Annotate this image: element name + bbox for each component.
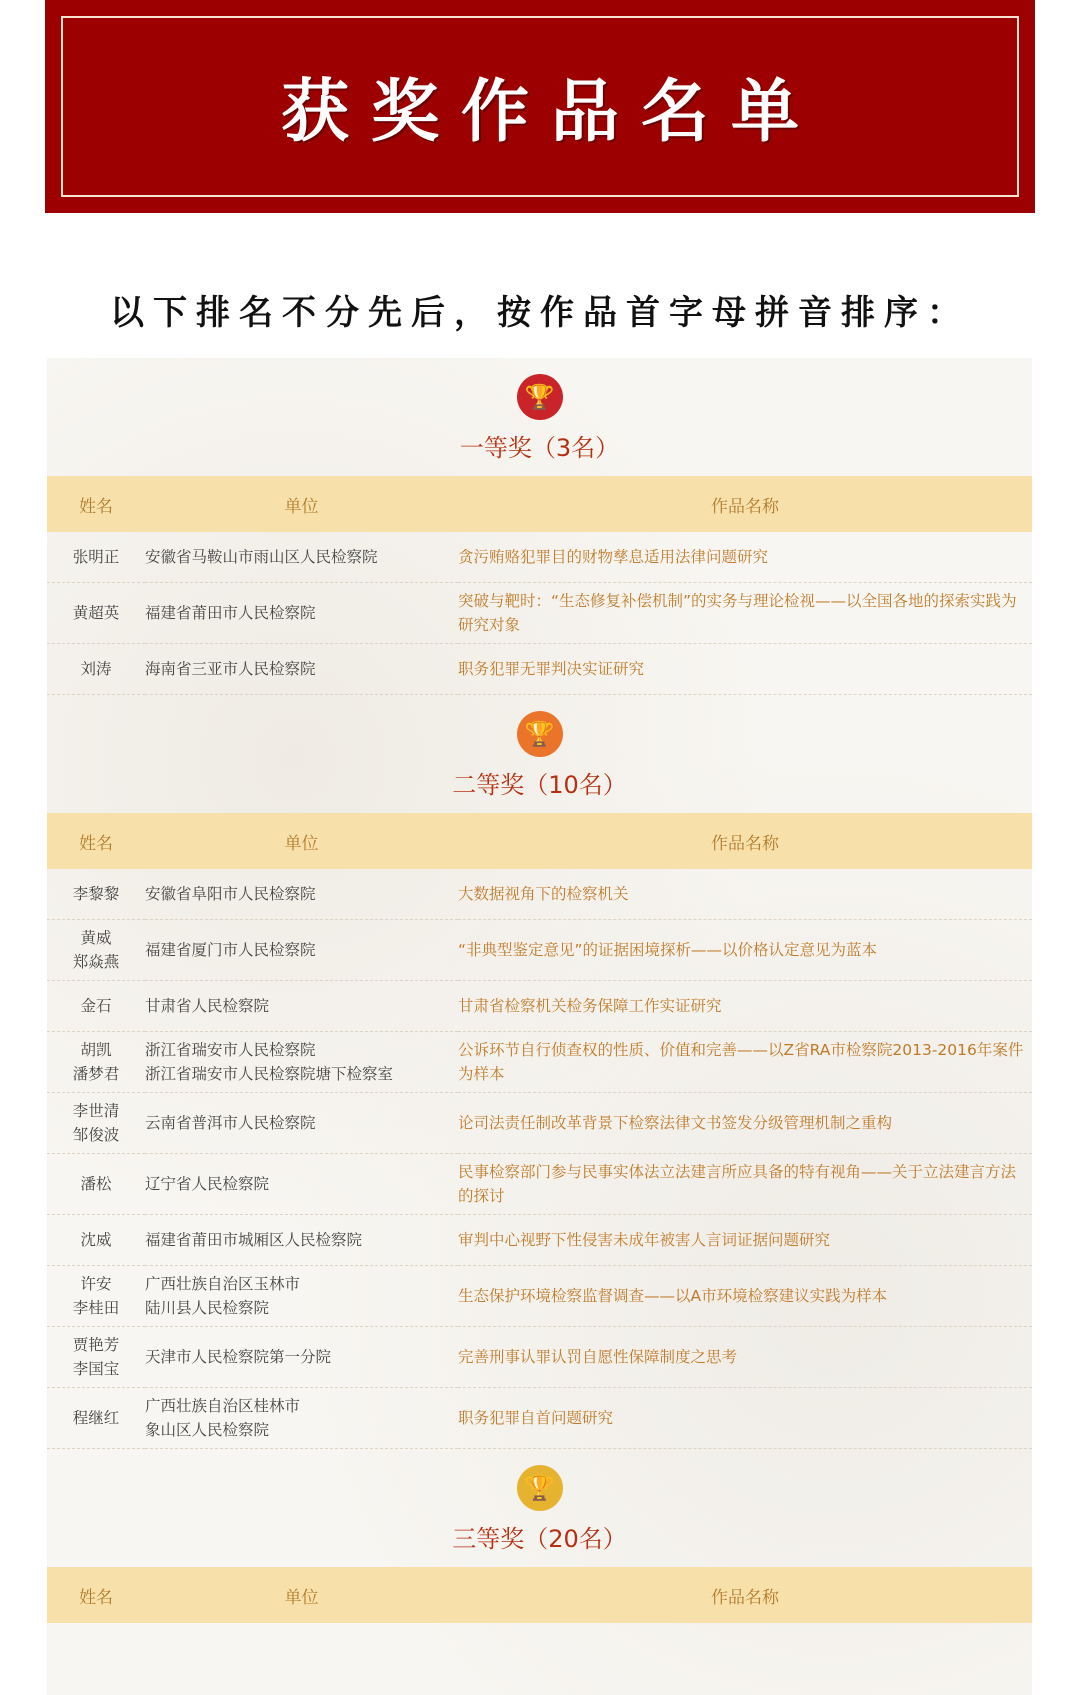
name-cell: 沈威 xyxy=(47,1215,145,1266)
unit-cell: 福建省莆田市人民检察院 xyxy=(145,583,458,644)
unit-cell: 福建省莆田市城厢区人民检察院 xyxy=(145,1215,458,1266)
work-title-cell: 审判中心视野下性侵害未成年被害人言词证据问题研究 xyxy=(458,1215,1032,1266)
unit-cell: 辽宁省人民检察院 xyxy=(145,1154,458,1215)
table-row xyxy=(47,1266,1032,1327)
awards-panel xyxy=(47,358,1032,1695)
work-title-cell: 职务犯罪自首问题研究 xyxy=(458,1388,1032,1449)
header-unit: 单位 xyxy=(145,813,458,869)
header-name: 姓名 xyxy=(47,813,145,869)
table-row xyxy=(47,1327,1032,1388)
name-cell: 程继红 xyxy=(47,1388,145,1449)
page-title: 获奖作品名单 xyxy=(280,72,821,152)
unit-cell: 福建省厦门市人民检察院 xyxy=(145,920,458,981)
trophy-icon: 🏆 xyxy=(517,711,563,757)
work-title-cell: 贪污贿赂犯罪目的财物孳息适用法律问题研究 xyxy=(458,532,1032,583)
work-title-cell: 公诉环节自行侦查权的性质、价值和完善——以Z省RA市检察院2013-2016年案件为样本 xyxy=(458,1032,1032,1093)
name-cell: 黄超英 xyxy=(47,583,145,644)
sort-note: 以下排名不分先后，按作品首字母拼音排序： xyxy=(110,293,970,333)
first-prize-table xyxy=(47,476,1032,695)
header-work: 作品名称 xyxy=(458,476,1032,532)
name-cell: 许安 李桂田 xyxy=(47,1266,145,1327)
second-prize-table xyxy=(47,813,1032,1449)
table-row xyxy=(47,1388,1032,1449)
unit-cell: 天津市人民检察院第一分院 xyxy=(145,1327,458,1388)
table-row xyxy=(47,644,1032,695)
work-title-cell: 大数据视角下的检察机关 xyxy=(458,869,1032,920)
name-cell: 李世清 邹俊波 xyxy=(47,1093,145,1154)
header-name: 姓名 xyxy=(47,476,145,532)
name-cell: 金石 xyxy=(47,981,145,1032)
name-cell: 李黎黎 xyxy=(47,869,145,920)
work-title-cell: 职务犯罪无罪判决实证研究 xyxy=(458,644,1032,695)
unit-cell: 海南省三亚市人民检察院 xyxy=(145,644,458,695)
header-unit: 单位 xyxy=(145,1567,458,1623)
work-title-cell: 甘肃省检察机关检务保障工作实证研究 xyxy=(458,981,1032,1032)
first-prize-header xyxy=(47,358,1032,476)
table-row xyxy=(47,869,1032,920)
unit-cell: 浙江省瑞安市人民检察院 浙江省瑞安市人民检察院塘下检察室 xyxy=(145,1032,458,1093)
name-cell: 张明正 xyxy=(47,532,145,583)
name-cell: 刘涛 xyxy=(47,644,145,695)
first-prize-title: 一等奖（3名） xyxy=(459,434,620,462)
header-work: 作品名称 xyxy=(458,813,1032,869)
unit-cell: 安徽省阜阳市人民检察院 xyxy=(145,869,458,920)
table-row xyxy=(47,1154,1032,1215)
work-title-cell: 生态保护环境检察监督调查——以A市环境检察建议实践为样本 xyxy=(458,1266,1032,1327)
work-title-cell: 论司法责任制改革背景下检察法律文书签发分级管理机制之重构 xyxy=(458,1093,1032,1154)
table-row xyxy=(47,1032,1032,1093)
unit-cell: 云南省普洱市人民检察院 xyxy=(145,1093,458,1154)
unit-cell: 广西壮族自治区桂林市 象山区人民检察院 xyxy=(145,1388,458,1449)
work-title-cell: “非典型鉴定意见”的证据困境探析——以价格认定意见为蓝本 xyxy=(458,920,1032,981)
trophy-icon: 🏆 xyxy=(517,374,563,420)
third-prize-table xyxy=(47,1567,1032,1623)
work-title-cell: 突破与靶时：“生态修复补偿机制”的实务与理论检视——以全国各地的探索实践为研究对象 xyxy=(458,583,1032,644)
third-prize-title: 三等奖（20名） xyxy=(452,1525,627,1553)
name-cell: 黄威 郑焱燕 xyxy=(47,920,145,981)
work-title-cell: 民事检察部门参与民事实体法立法建言所应具备的特有视角——关于立法建言方法的探讨 xyxy=(458,1154,1032,1215)
table-row xyxy=(47,583,1032,644)
table-row xyxy=(47,532,1032,583)
unit-cell: 安徽省马鞍山市雨山区人民检察院 xyxy=(145,532,458,583)
second-prize-title: 二等奖（10名） xyxy=(452,771,627,799)
header-name: 姓名 xyxy=(47,1567,145,1623)
name-cell: 贾艳芳 李国宝 xyxy=(47,1327,145,1388)
table-row xyxy=(47,981,1032,1032)
title-banner xyxy=(45,0,1035,213)
banner-frame xyxy=(61,16,1019,197)
unit-cell: 甘肃省人民检察院 xyxy=(145,981,458,1032)
work-title-cell: 完善刑事认罪认罚自愿性保障制度之思考 xyxy=(458,1327,1032,1388)
header-unit: 单位 xyxy=(145,476,458,532)
name-cell: 胡凯 潘梦君 xyxy=(47,1032,145,1093)
unit-cell: 广西壮族自治区玉林市 陆川县人民检察院 xyxy=(145,1266,458,1327)
name-cell: 潘松 xyxy=(47,1154,145,1215)
second-prize-header xyxy=(47,695,1032,813)
third-prize-header xyxy=(47,1449,1032,1567)
table-row xyxy=(47,1215,1032,1266)
table-row xyxy=(47,1093,1032,1154)
trophy-icon: 🏆 xyxy=(517,1465,563,1511)
header-work: 作品名称 xyxy=(458,1567,1032,1623)
table-row xyxy=(47,920,1032,981)
